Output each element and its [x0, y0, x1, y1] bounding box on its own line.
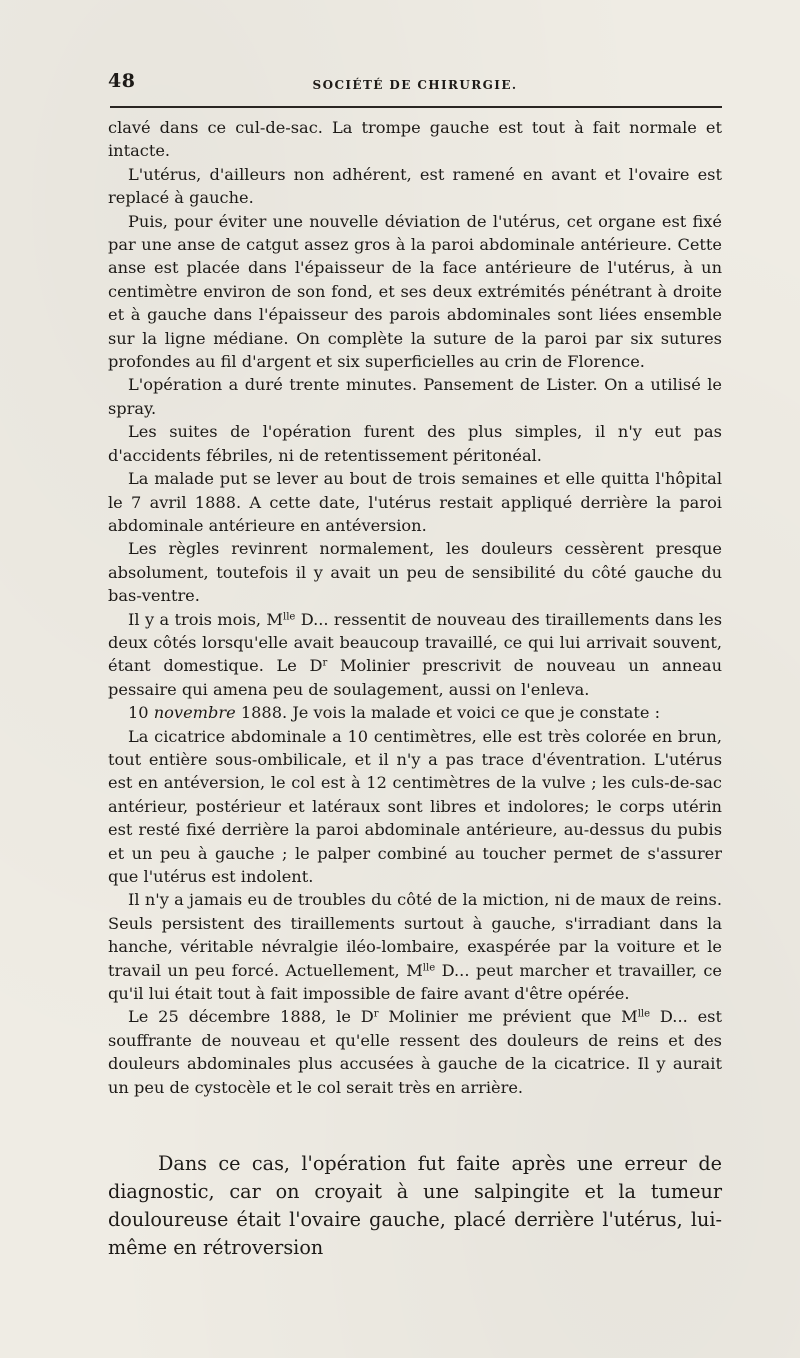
- superscript: r: [322, 657, 328, 669]
- text-segment: D... ressentit de nouveau des tiraillements dans les deux côtés lorsqu'elle avait beaucoup travaillé, ce qui lui arrivait souvent, étant domestique. Le D: [108, 609, 722, 676]
- paragraph: [108, 1150, 722, 1262]
- running-title: SOCIÉTÉ DE CHIRURGIE.: [312, 78, 518, 92]
- text-segment: La malade put se lever au bout de trois semaines et elle quitta l'hôpital le 7 avril 1888. A cette date, l'utérus restait appliqué derrière la paroi abdominale antérieure en antéversion.: [108, 469, 722, 535]
- paragraph: [108, 163, 722, 210]
- text-segment: D... est souffrante de nouveau et qu'elle ressent des douleurs de reins et des douleurs abdominales plus accusées à gauche de la cicatrice. Il y aurait un peu de cystocèle et le col serait très en arrière.: [108, 1007, 722, 1097]
- text-segment: 10: [128, 703, 154, 723]
- body-text: [108, 116, 722, 1099]
- text-segment: Puis, pour éviter une nouvelle déviation de l'utérus, cet organe est fixé par une anse de catgut assez gros à la paroi abdominale antérieure. Cette anse est placée dans l'épaisseur de la face antérieure de l'utérus, à un centimètre environ de son fond, et ses deux extrémités pénétrant à droite et à gauche dans l'épaisseur des parois abdominales sont liées ensemble sur la ligne médiane. On complète la suture de la paroi par six sutures profondes au fil d'argent et six superficielles au crin de Florence.: [108, 211, 722, 372]
- text-segment: Il n'y a jamais eu de troubles du côté de la miction, ni de maux de reins. Seuls persistent des tiraillements surtout à gauche, s'irradiant dans la hanche, véritable névralgie iléo-lombaire, exaspérée par la voiture et le travail un peu forcé. Actuellement, M: [108, 890, 722, 980]
- superscript: lle: [637, 1008, 651, 1020]
- paragraph: [108, 701, 722, 724]
- text-segment: Molinier prescrivit de nouveau un anneau pessaire qui amena peu de soulagement, aussi on l'enleva.: [108, 656, 722, 699]
- text-segment: La cicatrice abdominale a 10 centimètres, elle est très colorée en brun, tout entière sous-ombilicale, et il n'y a pas trace d'éventration. L'utérus est en antéversion, le col est à 12 centimètres de la vulve ; les culs-de-sac antérieur, postérieur et latéraux sont libres et indolores; le corps utérin est resté fixé derrière la paroi abdominale antérieure, au-dessus du pubis et un peu à gauche ; le palper combiné au toucher permet de s'assurer que l'utérus est indolent.: [108, 726, 722, 886]
- text-segment: Molinier me prévient que M: [378, 1007, 638, 1027]
- text-segment: L'opération a duré trente minutes. Pansement de Lister. On a utilisé le spray.: [108, 375, 722, 418]
- page-number: 48: [108, 70, 136, 92]
- superscript: lle: [422, 962, 436, 974]
- paragraph: [108, 373, 722, 420]
- paragraph: [108, 1005, 722, 1099]
- paragraph: [108, 725, 722, 889]
- paragraph: [108, 116, 722, 163]
- text-segment: D... peut marcher et travailler, ce qu'il lui était tout à fait impossible de faire avant d'être opérée.: [108, 960, 722, 1004]
- superscript: lle: [282, 611, 296, 623]
- paragraph: [108, 888, 722, 1005]
- header-rule: [110, 106, 722, 108]
- paragraph: [108, 537, 722, 607]
- superscript: r: [373, 1008, 379, 1020]
- text-segment: clavé dans ce cul-de-sac. La trompe gauche est tout à fait normale et intacte.: [108, 118, 722, 161]
- text-segment: Les suites de l'opération furent des plus simples, il n'y eut pas d'accidents fébriles, ni de retentissement péritonéal.: [108, 422, 722, 465]
- text-segment: Les règles revinrent normalement, les douleurs cessèrent presque absolument, toutefois il y avait un peu de sensibilité du côté gauche du bas-ventre.: [108, 539, 722, 606]
- text-segment: Dans ce cas, l'opération fut faite après une erreur de diagnostic, car on croyait à une salpingite et la tumeur douloureuse était l'ovaire gauche, placé derrière l'utérus, lui-même en rétroversion: [108, 1152, 722, 1259]
- text-segment: 1888. Je vois la malade et voici ce que je constate :: [235, 703, 661, 723]
- text-segment: Le 25 décembre 1888, le D: [128, 1007, 374, 1027]
- italic-text: novembre: [153, 703, 236, 723]
- text-segment: L'utérus, d'ailleurs non adhérent, est ramené en avant et l'ovaire est replacé à gauche.: [108, 164, 722, 208]
- paragraph: [108, 608, 722, 702]
- text-segment: Il y a trois mois, M: [128, 609, 283, 629]
- paragraph: [108, 420, 722, 467]
- closing-text: [108, 1150, 722, 1262]
- paragraph: [108, 467, 722, 537]
- page-header: [108, 70, 722, 104]
- paragraph: [108, 210, 722, 374]
